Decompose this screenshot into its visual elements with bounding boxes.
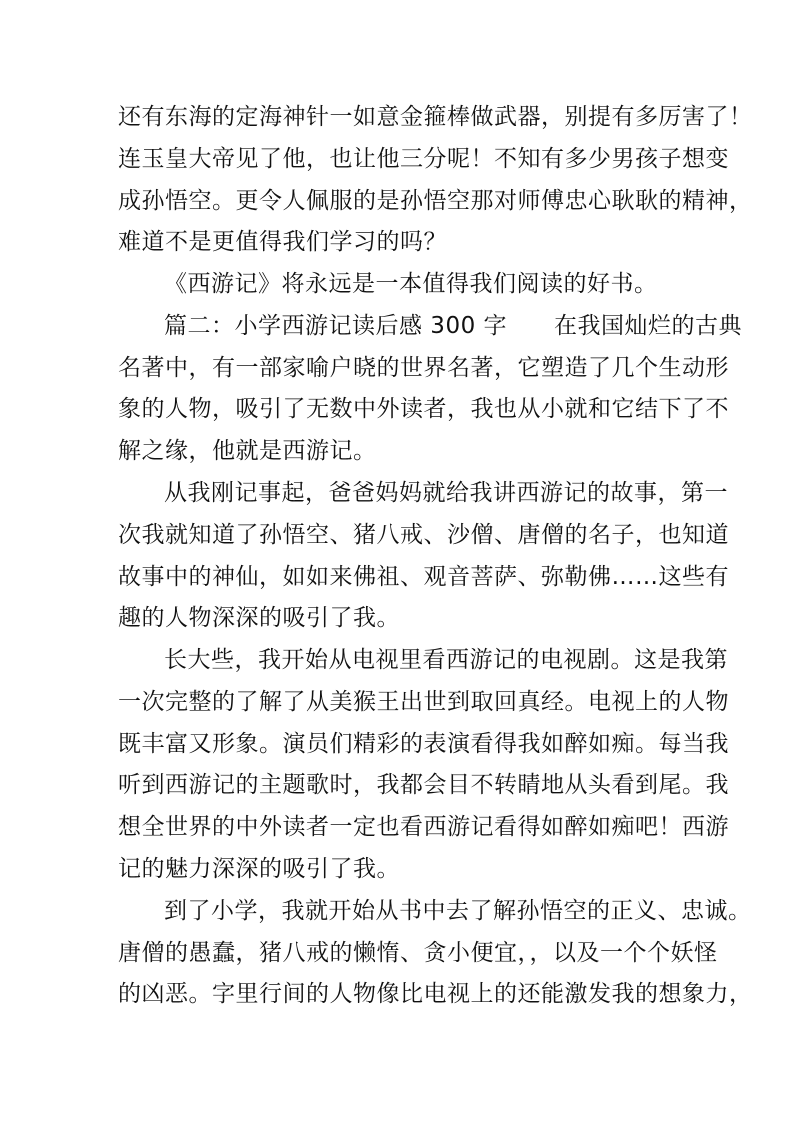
text-line: 从我刚记事起，爸爸妈妈就给我讲西游记的故事，第一 [164,480,728,506]
text-line: 既丰富又形象。演员们精彩的表演看得我如醉如痴。每当我 [118,731,729,757]
text-line: 到了小学，我就开始从书中去了解孙悟空的正义、忠诚。 [164,898,752,924]
text-line: 长大些，我开始从电视里看西游记的电视剧。这是我第 [164,647,728,673]
text-line: 听到西游记的主题歌时，我都会目不转睛地从头看到尾。我 [118,772,729,798]
text-line: 趣的人物深深的吸引了我。 [118,605,400,631]
text-line: 次我就知道了孙悟空、猪八戒、沙僧、唐僧的名子，也知道 [118,522,729,548]
text-line: 还有东海的定海神针一如意金箍棒做武器，别提有多厉害了！ [118,104,753,130]
text-line: 的凶恶。字里行间的人物像比电视上的还能激发我的想象力， [118,981,753,1007]
text-line: 想全世界的中外读者一定也看西游记看得如醉如痴吧！西游 [118,814,729,840]
text-line: 唐僧的愚蠢，猪八戒的懒惰、贪小便宜，，以及一个个妖怪 [118,940,718,966]
text-line: 故事中的神仙，如如来佛祖、观音菩萨、弥勒佛……这些有 [118,564,729,590]
text-line: 成孙悟空。更令人佩服的是孙悟空那对师傅忠心耿耿的精神， [118,188,753,214]
text-line: 《西游记》将永远是一本值得我们阅读的好书。 [164,271,658,297]
text-line: 象的人物，吸引了无数中外读者，我也从小就和它结下了不 [118,396,729,422]
text-line: 难道不是更值得我们学习的吗？ [118,229,447,255]
text-line: 记的魅力深深的吸引了我。 [118,856,400,882]
text-line: 一次完整的了解了从美猴王出世到取回真经。电视上的人物 [118,689,729,715]
text-line: 篇二：小学西游记读后感 300 字 在我国灿烂的古典 [164,313,743,339]
text-line: 名著中，有一部家喻户晓的世界名著，它塑造了几个生动形 [118,355,729,381]
text-line: 解之缘，他就是西游记。 [118,438,377,464]
text-line: 连玉皇大帝见了他，也让他三分呢！不知有多少男孩子想变 [118,146,729,172]
